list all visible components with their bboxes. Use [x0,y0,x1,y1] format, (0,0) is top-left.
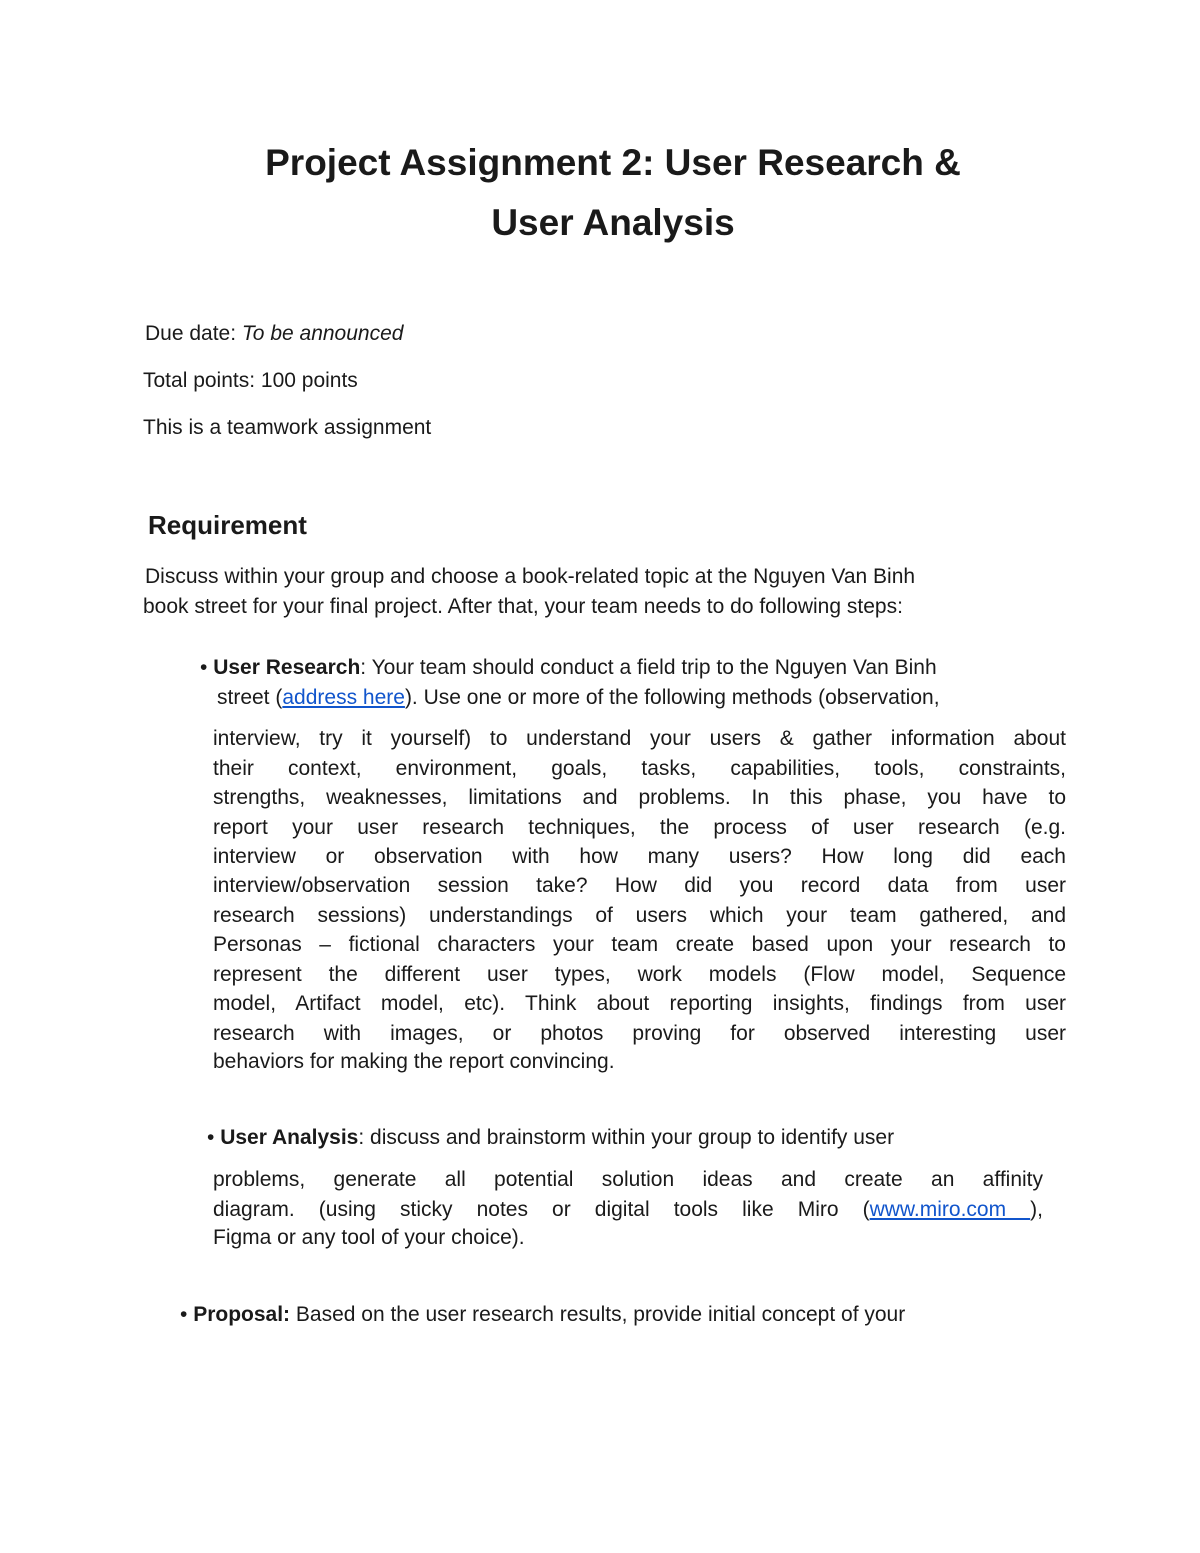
user-research-body-line: strengths, weaknesses, limitations and problems. In this phase, you have to [213,786,1066,809]
document-title-line-2: User Analysis [491,202,735,243]
bullet-icon: • [207,1126,215,1149]
teamwork-note: This is a teamwork assignment [143,416,432,439]
user-research-bullet [200,656,937,680]
user-research-line-2-post: ). Use one or more of the following methods (observation, [404,686,940,709]
user-research-line-1: : Your team should conduct a field trip to the Nguyen Van Binh [360,656,937,679]
requirement-intro-line-1: Discuss within your group and choose a book-related topic at the Nguyen Van Binh [145,565,916,588]
due-date [145,322,403,346]
user-analysis-label: User Analysis [220,1126,359,1149]
proposal-text: Based on the user research results, provide initial concept of your [290,1303,906,1326]
user-analysis-line-3 [213,1197,1043,1222]
due-date-label: Due date: [145,322,242,345]
user-research-line-2 [217,686,940,710]
user-research-body-line: research with images, or photos proving for observed interesting user [213,1022,1066,1045]
user-analysis-line-4: Figma or any tool of your choice). [213,1226,525,1249]
user-research-body-line: interview/observation session take? How did you record data from user [213,874,1066,897]
user-research-body-line: represent the different user types, work models (Flow model, Sequence [213,963,1066,986]
requirement-heading: Requirement [148,510,307,540]
bullet-icon: • [200,656,208,679]
user-research-body-line: Personas – fictional characters your team create based upon your research to [213,933,1066,956]
user-analysis-line-1: : discuss and brainstorm within your group to identify user [358,1126,895,1149]
user-research-body-line: interview or observation with how many users? How long did each [213,845,1066,868]
user-research-body-line: their context, environment, goals, tasks, capabilities, tools, constraints, [213,757,1066,780]
requirement-intro-line-2: book street for your final project. After that, your team needs to do following steps: [143,595,903,618]
user-research-body-line: model, Artifact model, etc). Think about reporting insights, findings from user [213,992,1066,1015]
total-points: Total points: 100 points [143,369,358,392]
user-research-body-line: behaviors for making the report convincing. [213,1050,615,1073]
user-research-line-2-pre: street ( [217,686,283,709]
user-research-body-line: report your user research techniques, the process of user research (e.g. [213,816,1066,839]
document-title-line-1: Project Assignment 2: User Research & [265,142,961,183]
miro-link[interactable]: www.miro.com [869,1198,1031,1221]
user-analysis-line-3-pre: diagram. (using sticky notes or digital tools like Miro ( [213,1198,870,1221]
user-research-label: User Research [213,656,361,679]
user-analysis-line-3-post: ), [1030,1198,1043,1221]
proposal-label: Proposal: [193,1303,291,1326]
user-research-body-line: research sessions) understandings of users which your team gathered, and [213,904,1066,927]
user-analysis-line-2: problems, generate all potential solution ideas and create an affinity [213,1168,1043,1191]
user-research-body-line: interview, try it yourself) to understand your users & gather information about [213,727,1066,750]
due-date-value: To be announced [241,322,404,345]
user-analysis-bullet [207,1126,894,1150]
bullet-icon: • [180,1303,188,1326]
proposal-bullet [180,1303,905,1327]
address-link[interactable]: address here [282,686,405,709]
